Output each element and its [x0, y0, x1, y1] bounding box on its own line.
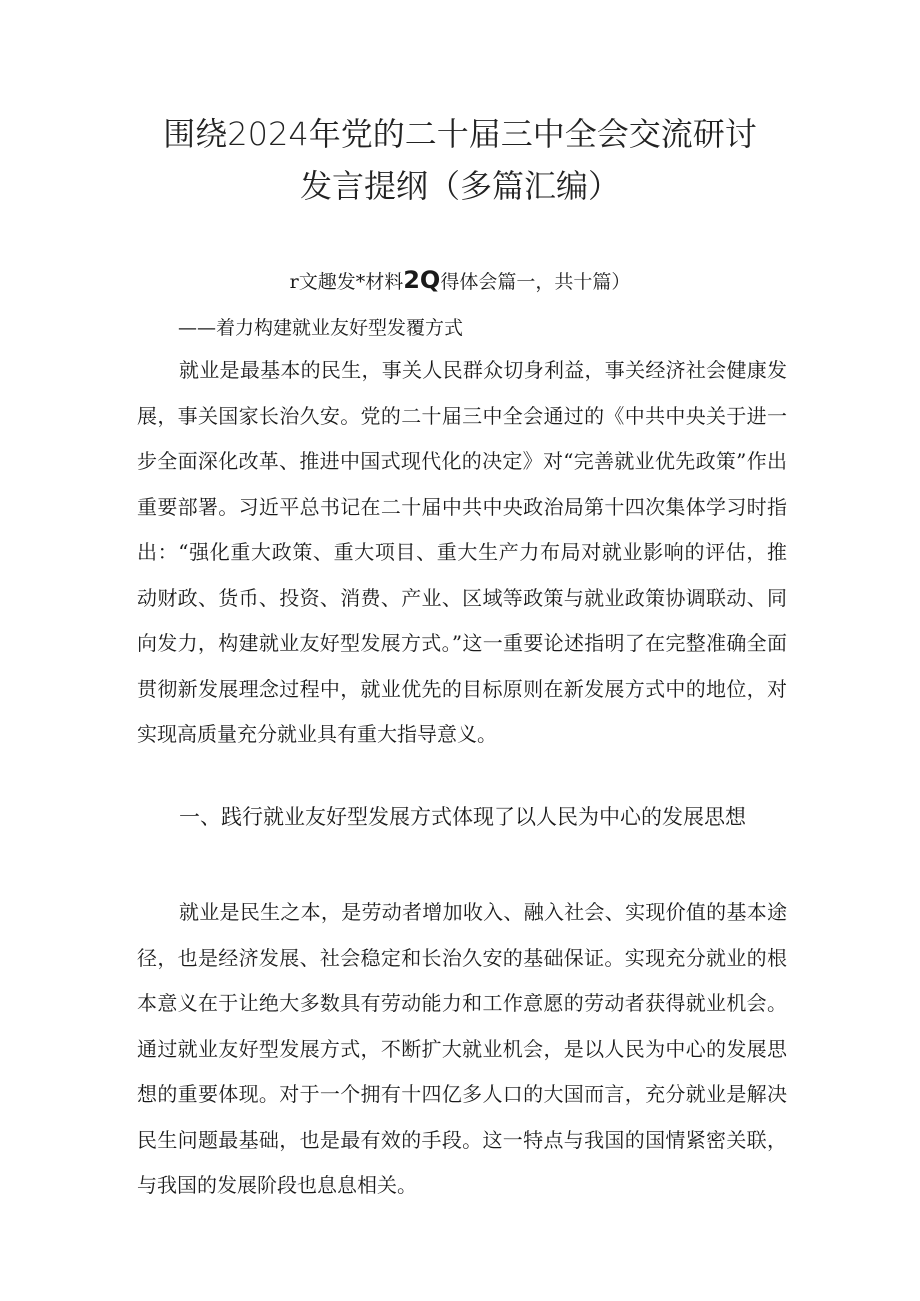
section-heading-1: 一、践行就业友好型发展方式体现了以人民为中心的发展思想 [179, 805, 746, 829]
subtitle-suffix: 得体会篇一，共十篇） [440, 271, 631, 293]
document-title-line1: 围绕2024年党的二十届三中全会交流研讨 [163, 115, 757, 153]
subtitle-big-text: 2Q [403, 266, 441, 294]
paragraph-intro: 就业是最基本的民生，事关人民群众切身利益，事关经济社会健康发展，事关国家长治久安。党的二十届三中全会通过的《中共中央关于进一步全面深化改革、推进中国式现代化的决定》对“完善就业优先政策”作出重要部署。习近平总书记在二十届中共中央政治局第十四次集体学习时指出：“强化重大政策、重大项目、重大生产力布局对就业影响的评估，推动财政、货币、投资、消费、产业、区域等政策与就业政策协调联动、同向发力，构建就业友好型发展方式。”这一重要论述指明了在完整准确全面贯彻新发展理念过程中，就业优先的目标原则在新发展方式中的地位，对实现高质量充分就业具有重大指导意义。 [137, 358, 787, 746]
subtitle-prefix: r文趣发*材料 [289, 271, 404, 293]
paragraph-section1: 就业是民生之本，是劳动者增加收入、融入社会、实现价值的基本途径，也是经济发展、社会稳定和长治久安的基础保证。实现充分就业的根本意义在于让绝大多数具有劳动能力和工作意愿的劳动者获得就业机会。通过就业友好型发展方式，不断扩大就业机会，是以人民为中心的发展思想的重要体现。对于一个拥有十四亿多人口的大国而言，充分就业是解决民生问题最基础，也是最有效的手段。这一特点与我国的国情紧密关联，与我国的发展阶段也息息相关。 [137, 900, 787, 1197]
document-subtitle [180, 262, 740, 300]
document-title-line2: 发言提纲（多篇汇编） [299, 167, 620, 205]
document-subheading: ——着力构建就业友好型发覆方式 [178, 317, 464, 339]
